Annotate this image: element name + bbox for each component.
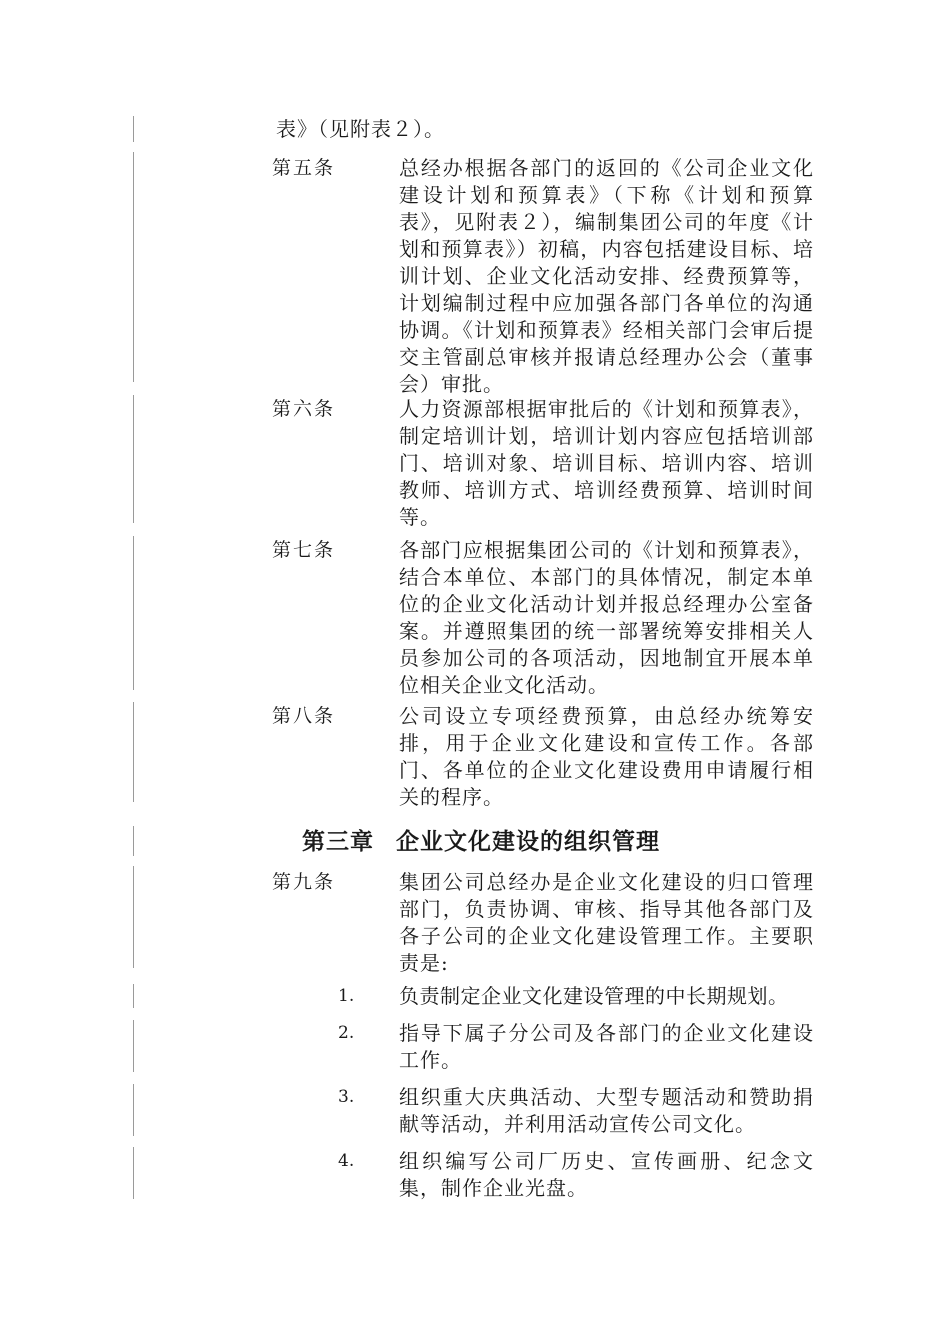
- article-label: 第五条: [272, 157, 336, 179]
- article-label: 第七条: [272, 539, 336, 561]
- continuation-line: 表》（见附表２）。: [276, 117, 445, 141]
- margin-bar: [133, 152, 134, 382]
- chapter-title: 企业文化建设的组织管理: [396, 828, 660, 855]
- article-text: 集团公司总经办是企业文化建设的归口管理部门，负责协调、审核、指导其他各部门及各子公司的企业文化建设管理工作。主要职责是:: [399, 870, 814, 975]
- list-item-text: 组织重大庆典活动、大型专题活动和赞助捐献等活动，并利用活动宣传公司文化。: [399, 1085, 814, 1136]
- article-label: 第八条: [272, 705, 336, 727]
- article-label: 第六条: [272, 398, 336, 420]
- margin-bar: [133, 984, 134, 1008]
- article-text: 人力资源部根据审批后的《计划和预算表》，制定培训计划，培训计划内容应包括培训部门、培训对象、培训目标、培训内容、培训教师、培训方式、培训经费预算、培训时间等。: [399, 397, 814, 529]
- margin-bar: [133, 395, 134, 523]
- list-item-text: 组织编写公司厂历史、宣传画册、纪念文集，制作企业光盘。: [399, 1149, 814, 1200]
- list-item-number: 3.: [338, 1087, 355, 1107]
- article-text: 总经办根据各部门的返回的《公司企业文化建设计划和预算表》（下称《计划和预算表》，见附表２），编制集团公司的年度《计划和预算表》）初稿，内容包括建设目标、培训计划、企业文化活动安排、经费预算等，计划编制过程中应加强各部门各单位的沟通协调。《计划和预算表》经相关部门会审后提交主管副总审核并报请总经理办公会（董事会）审批。: [399, 156, 814, 396]
- list-item-text: 负责制定企业文化建设管理的中长期规划。: [399, 984, 789, 1008]
- list-item-number: 1.: [338, 986, 355, 1006]
- margin-bar: [133, 866, 134, 968]
- list-item-number: 4.: [338, 1151, 355, 1171]
- article-text: 公司设立专项经费预算，由总经办统筹安排，用于企业文化建设和宣传工作。各部门、各单位的企业文化建设费用申请履行相关的程序。: [399, 704, 814, 809]
- article-text: 各部门应根据集团公司的《计划和预算表》，结合本单位、本部门的具体情况，制定本单位的企业文化活动计划并报总经理办公室备案。并遵照集团的统一部署统筹安排相关人员参加公司的各项活动，因地制宜开展本单位相关企业文化活动。: [399, 538, 814, 697]
- list-item-number: 2.: [338, 1023, 355, 1043]
- margin-bar: [133, 1084, 134, 1136]
- chapter-number: 第三章: [302, 828, 374, 855]
- article-label: 第九条: [272, 871, 336, 893]
- margin-bar: [133, 116, 134, 142]
- margin-bar: [133, 536, 134, 690]
- margin-bar: [133, 702, 134, 802]
- list-item-text: 指导下属子分公司及各部门的企业文化建设工作。: [399, 1021, 814, 1072]
- margin-bar: [133, 826, 134, 856]
- margin-bar: [133, 1147, 134, 1199]
- margin-bar: [133, 1020, 134, 1072]
- chapter-heading: [302, 826, 660, 858]
